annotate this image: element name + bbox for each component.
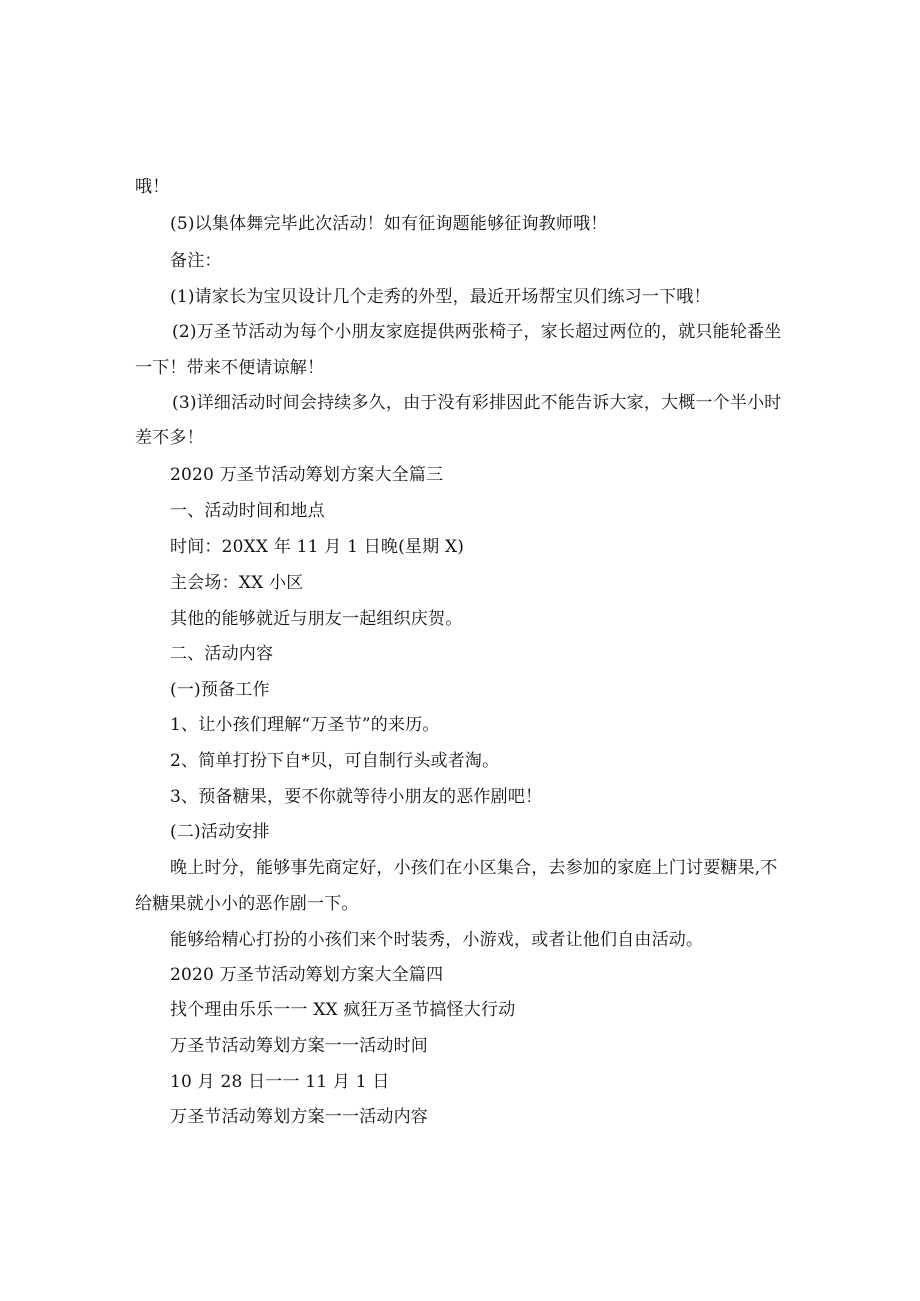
paragraph-line: (5)以集体舞完毕此次活动！如有征询题能够征询教师哦！	[170, 214, 608, 234]
list-item: 2、简单打扮下自*贝，可自制行头或者淘。	[170, 751, 500, 771]
paragraph-line: 万圣节活动筹划方案一一活动内容	[170, 1107, 428, 1127]
paragraph-line: 时间：20XX 年 11 月 1 日晚(星期 X)	[170, 537, 465, 557]
paragraph-line: 其他的能够就近与朋友一起组织庆贺。	[170, 609, 463, 629]
paragraph-line: 哦！	[135, 177, 170, 197]
paragraph-line: 找个理由乐乐一一 XX 疯狂万圣节搞怪大行动	[170, 1000, 516, 1020]
paragraph-line: 给糖果就小小的恶作剧一下。	[135, 894, 359, 914]
paragraph-line: (2)万圣节活动为每个小朋友家庭提供两张椅子，家长超过两位的，就只能轮番坐	[172, 322, 782, 342]
subsection-heading: (二)活动安排	[170, 822, 270, 842]
section-title: 2020 万圣节活动筹划方案大全篇三	[170, 465, 444, 485]
section-title: 2020 万圣节活动筹划方案大全篇四	[170, 965, 444, 985]
section-heading: 一、活动时间和地点	[170, 501, 325, 521]
list-item: 1、让小孩们理解“万圣节”的来历。	[170, 715, 440, 735]
paragraph-line: (3)详细活动时间会持续多久，由于没有彩排因此不能告诉大家，大概一个半小时	[172, 393, 782, 413]
paragraph-line: 能够给精心打扮的小孩们来个时装秀，小游戏，或者让他们自由活动。	[170, 930, 704, 950]
paragraph-line: 差不多！	[135, 428, 204, 448]
subsection-heading: (一)预备工作	[170, 680, 270, 700]
paragraph-line: 一下！带来不便请谅解！	[135, 358, 325, 378]
paragraph-line: 万圣节活动筹划方案一一活动时间	[170, 1036, 428, 1056]
paragraph-line: (1)请家长为宝贝设计几个走秀的外型，最近开场帮宝贝们练习一下哦！	[170, 287, 711, 307]
paragraph-line: 主会场：XX 小区	[170, 573, 304, 593]
list-item: 3、预备糖果，要不你就等待小朋友的恶作剧吧！	[170, 787, 543, 807]
paragraph-line: 晚上时分，能够事先商定好，小孩们在小区集合，去参加的家庭上门讨要糖果,不	[170, 858, 778, 878]
notes-heading: 备注：	[170, 251, 222, 271]
section-heading: 二、活动内容	[170, 644, 274, 664]
paragraph-line: 10 月 28 日一一 11 月 1 日	[170, 1072, 390, 1092]
